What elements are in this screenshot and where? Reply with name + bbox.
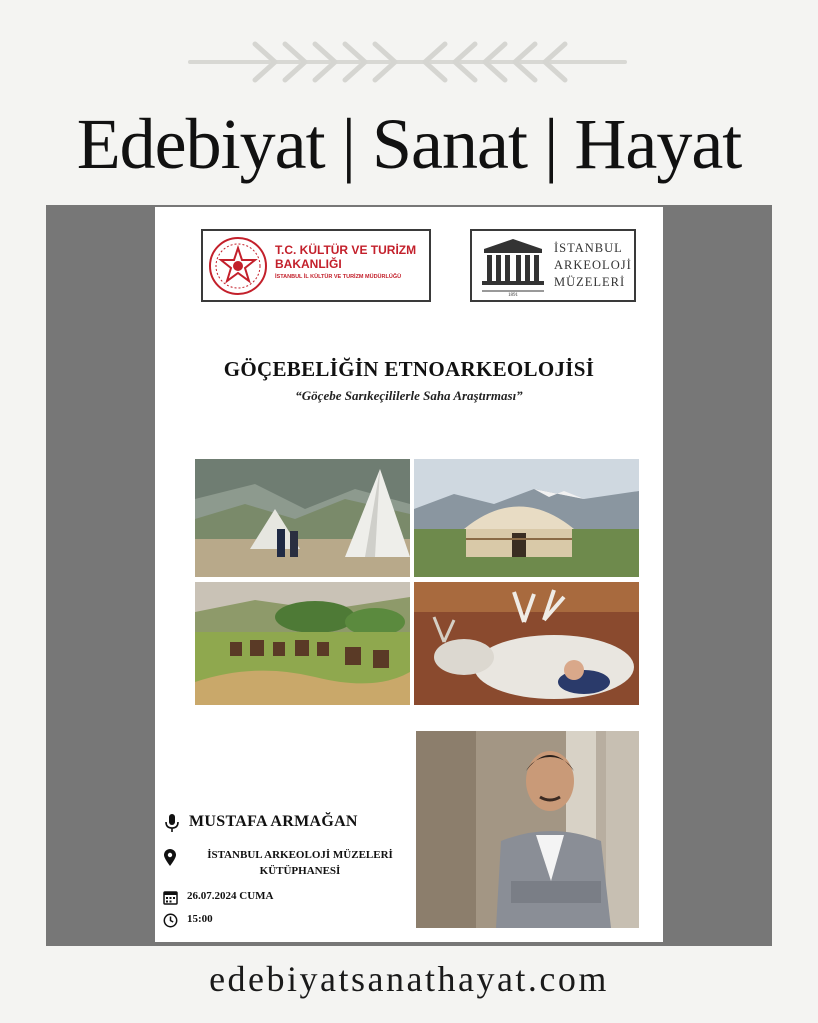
ministry-name-line2: BAKANLIĞI bbox=[275, 257, 342, 271]
photo-tents-hillside bbox=[195, 459, 410, 577]
clock-icon bbox=[163, 913, 178, 928]
museum-year-label: 1891 bbox=[508, 293, 518, 297]
speaker-portrait bbox=[416, 731, 639, 928]
ministry-emblem-icon bbox=[207, 235, 269, 297]
calendar-icon bbox=[163, 890, 178, 905]
photo-nomad-caravan bbox=[195, 582, 410, 705]
venue-line2: KÜTÜPHANESİ bbox=[259, 865, 341, 877]
ministry-name-line1: T.C. KÜLTÜR VE TURİZM bbox=[275, 243, 417, 257]
microphone-icon bbox=[163, 813, 181, 833]
museum-name-line3: MÜZELERİ bbox=[554, 275, 626, 289]
event-poster bbox=[155, 207, 663, 942]
event-date: 26.07.2024 CUMA bbox=[187, 890, 274, 902]
venue-line1: İSTANBUL ARKEOLOJİ MÜZELERİ bbox=[207, 849, 393, 861]
museum-name-line2: ARKEOLOJİ bbox=[554, 258, 632, 272]
photo-yurt bbox=[414, 459, 639, 577]
museum-logo bbox=[470, 229, 636, 302]
museum-building-icon bbox=[476, 235, 550, 297]
photo-reindeer-child bbox=[414, 582, 639, 705]
site-url[interactable]: edebiyatsanathayat.com bbox=[209, 959, 609, 999]
ministry-subtitle: İSTANBUL İL KÜLTÜR VE TURİZM MÜDÜRLÜĞÜ bbox=[275, 274, 402, 280]
event-time: 15:00 bbox=[187, 913, 213, 925]
event-subtitle: “Göçebe Sarıkeçililerle Saha Araştırması” bbox=[295, 388, 523, 403]
event-title: GÖÇEBELİĞİN ETNOARKEOLOJİSİ bbox=[223, 357, 595, 381]
ministry-logo bbox=[201, 229, 431, 302]
laurel-ornament-icon bbox=[185, 36, 630, 88]
speaker-name: MUSTAFA ARMAĞAN bbox=[189, 813, 358, 830]
site-title: Edebiyat | Sanat | Hayat bbox=[76, 104, 742, 184]
location-pin-icon bbox=[163, 849, 177, 867]
museum-name-line1: İSTANBUL bbox=[554, 241, 623, 255]
